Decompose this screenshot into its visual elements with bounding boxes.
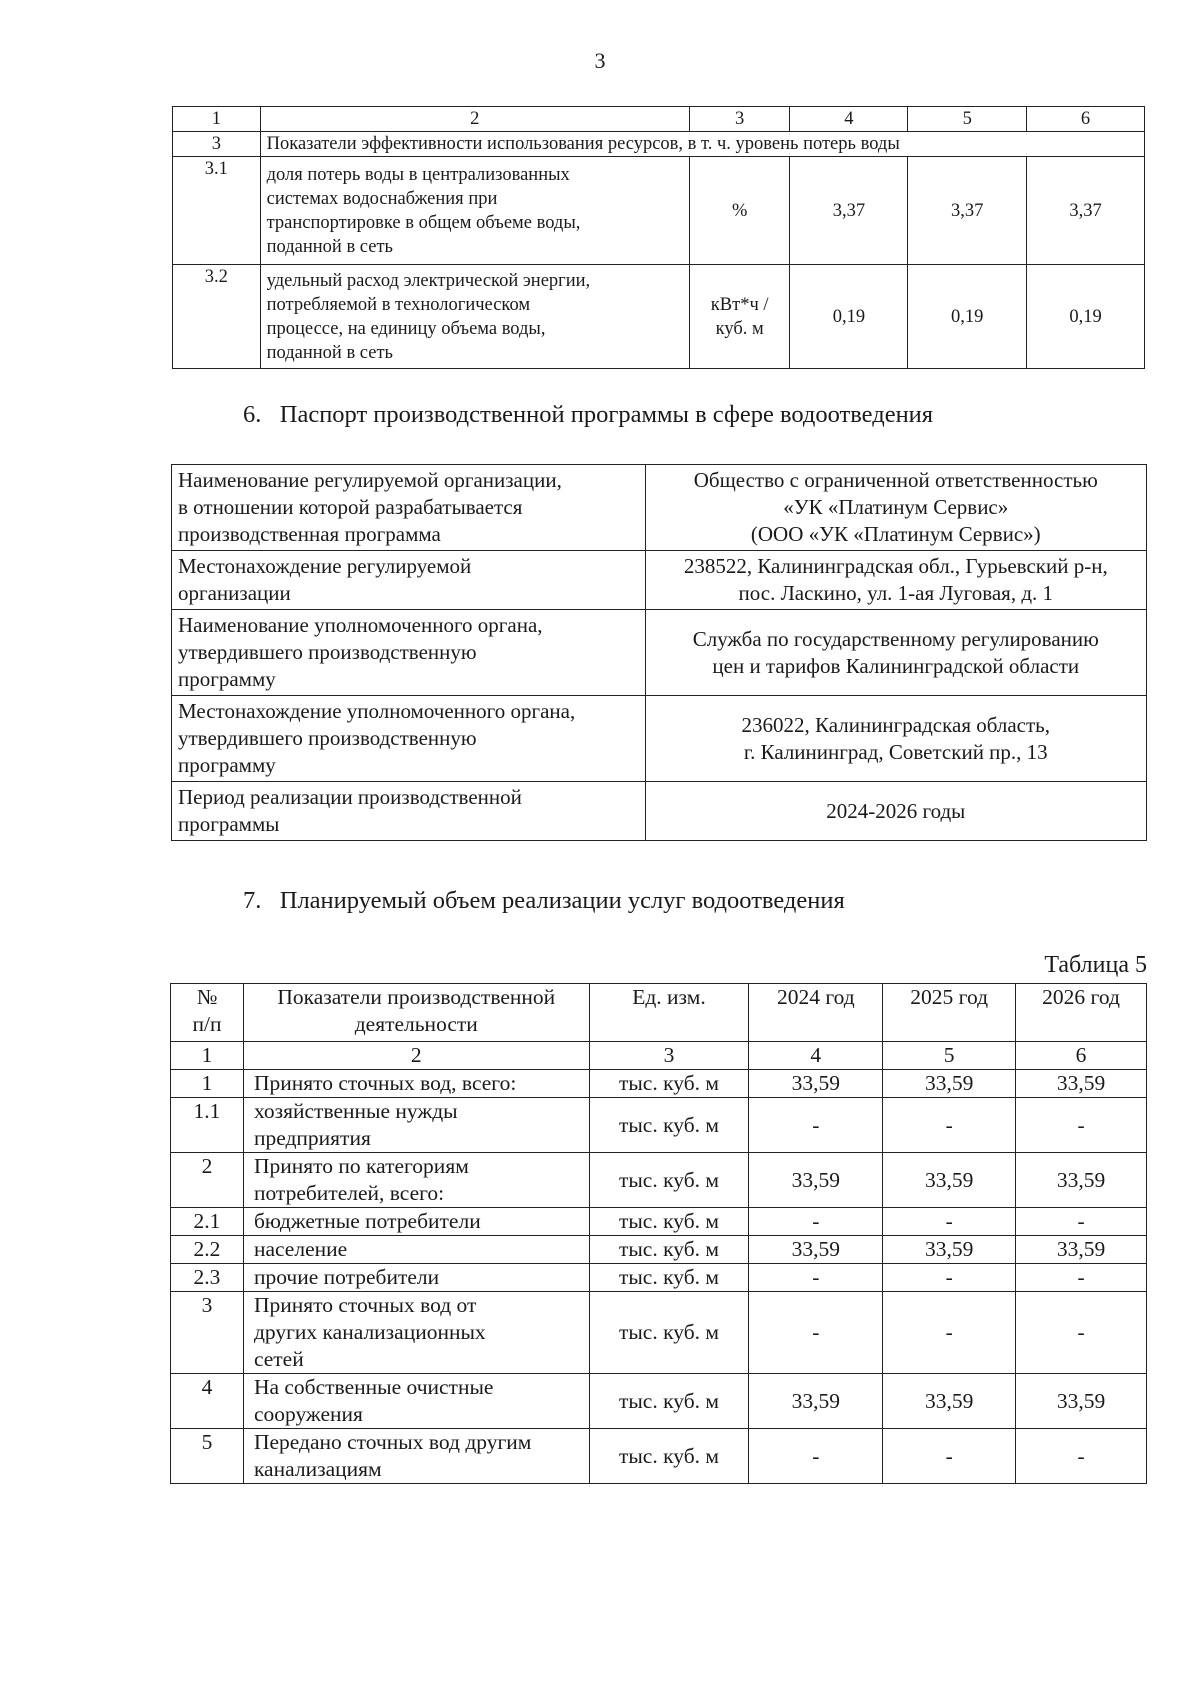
row-number: 2.1 — [171, 1208, 244, 1236]
row-number: 3.1 — [173, 157, 261, 265]
text-line: г. Калининград, Советский пр., 13 — [743, 739, 1048, 764]
unit-cell: тыс. куб. м — [589, 1292, 749, 1374]
text-line: Период реализации производственной — [178, 785, 522, 809]
value-cell: 33,59 — [883, 1070, 1016, 1098]
section-title: Показатели эффективности использования ресурсов, в т. ч. уровень потерь воды — [260, 132, 1144, 157]
row-number: 1 — [171, 1070, 244, 1098]
indicator-name — [243, 1208, 589, 1236]
value-cell: - — [883, 1292, 1016, 1374]
value-cell: 0,19 — [1027, 265, 1145, 369]
passport-value — [645, 551, 1146, 610]
text-line: прочие потребители — [253, 1265, 440, 1289]
table-body — [171, 1070, 1147, 1484]
unit-cell: тыс. куб. м — [589, 1208, 749, 1236]
text-line: (ООО «УК «Платинум Сервис») — [750, 522, 1041, 546]
value-cell: 33,59 — [749, 1374, 883, 1429]
col-number: 3 — [689, 107, 790, 132]
value-cell: 33,59 — [1016, 1374, 1147, 1429]
text-line: системах водоснабжения при — [266, 188, 498, 209]
table-row — [171, 1153, 1147, 1208]
indicator-name — [243, 1153, 589, 1208]
text-line: сетей — [253, 1347, 304, 1371]
indicators-table — [172, 106, 1145, 369]
indicator-name — [243, 1264, 589, 1292]
text-line: хозяйственные нужды — [253, 1099, 458, 1123]
row-number: 4 — [171, 1374, 244, 1429]
col-number: 1 — [171, 1042, 244, 1070]
value-cell: 33,59 — [1016, 1236, 1147, 1264]
value-cell: - — [749, 1429, 883, 1484]
text-line: потребителей, всего: — [253, 1181, 445, 1205]
row-number: 3 — [173, 132, 261, 157]
table-caption: Таблица 5 — [1044, 952, 1147, 978]
text-line: 236022, Калининградская область, — [741, 712, 1051, 737]
col-number-row — [171, 1042, 1147, 1070]
indicator-name — [243, 1070, 589, 1098]
col-number: 2 — [243, 1042, 589, 1070]
text-line: удельный расход электрической энергии, — [266, 270, 591, 291]
value-cell: - — [1016, 1429, 1147, 1484]
text-line: в отношении которой разрабатывается — [178, 495, 523, 519]
unit-cell: тыс. куб. м — [589, 1098, 749, 1153]
unit-cell: тыс. куб. м — [589, 1070, 749, 1098]
text-line: Наименование регулируемой организации, — [178, 468, 562, 492]
col-number: 3 — [589, 1042, 749, 1070]
header-year: 2025 год — [883, 984, 1016, 1042]
text-line: потребляемой в технологическом — [266, 294, 531, 315]
value-cell: - — [749, 1264, 883, 1292]
text-line: № — [196, 985, 218, 1009]
section-number: 7. — [243, 887, 262, 914]
row-number: 2 — [171, 1153, 244, 1208]
unit-cell — [689, 157, 790, 265]
passport-row — [172, 551, 1147, 610]
text-line: Принято по категориям — [253, 1154, 469, 1178]
text-line: утвердившего производственную — [178, 726, 477, 750]
col-number: 6 — [1027, 107, 1145, 132]
header-year: 2026 год — [1016, 984, 1147, 1042]
row-number: 3 — [171, 1292, 244, 1374]
section-6-heading — [243, 401, 933, 429]
text-line: бюджетные потребители — [253, 1209, 481, 1233]
passport-value — [645, 782, 1146, 841]
table-row — [171, 1070, 1147, 1098]
services-volume-table — [170, 983, 1147, 1484]
value-cell: - — [749, 1098, 883, 1153]
text-line: Принято сточных вод, всего: — [253, 1071, 517, 1095]
text-line: Передано сточных вод другим — [253, 1430, 532, 1454]
table-row — [173, 157, 1145, 265]
text-line: программу — [178, 753, 276, 777]
col-number: 5 — [908, 107, 1027, 132]
text-line: 2024-2026 годы — [826, 798, 966, 823]
text-line: 238522, Калининградская обл., Гурьевский р-н, — [683, 554, 1108, 578]
unit-cell: тыс. куб. м — [589, 1236, 749, 1264]
unit-cell — [689, 265, 790, 369]
unit-cell: тыс. куб. м — [589, 1153, 749, 1208]
table-row — [171, 1374, 1147, 1429]
text-line: Местонахождение регулируемой — [178, 554, 472, 578]
text-line: На собственные очистные — [253, 1375, 494, 1399]
value-cell: 33,59 — [749, 1153, 883, 1208]
passport-label — [172, 465, 646, 551]
indicator-name — [243, 1374, 589, 1429]
text-line: пос. Ласкино, ул. 1-ая Луговая, д. 1 — [738, 581, 1054, 605]
value-cell: 0,19 — [790, 265, 908, 369]
text-line: сооружения — [253, 1402, 363, 1426]
text-line: п/п — [192, 1012, 222, 1036]
table-row — [171, 1236, 1147, 1264]
passport-row — [172, 610, 1147, 696]
text-line: других канализационных — [253, 1320, 486, 1344]
header-indicator — [243, 984, 589, 1042]
value-cell: 33,59 — [1016, 1070, 1147, 1098]
unit-cell: тыс. куб. м — [589, 1264, 749, 1292]
passport-label — [172, 551, 646, 610]
header-year: 2024 год — [749, 984, 883, 1042]
passport-value — [645, 610, 1146, 696]
indicator-name — [243, 1098, 589, 1153]
passport-row — [172, 465, 1147, 551]
indicator-name — [243, 1429, 589, 1484]
text-line: производственная программа — [178, 522, 441, 546]
value-cell: 3,37 — [790, 157, 908, 265]
section-title: Паспорт производственной программы в сфере водоотведения — [279, 401, 934, 428]
text-line: доля потерь воды в централизованных — [266, 164, 570, 185]
value-cell: - — [749, 1208, 883, 1236]
unit-cell: тыс. куб. м — [589, 1374, 749, 1429]
page-number: 3 — [594, 48, 606, 73]
value-cell: 33,59 — [749, 1236, 883, 1264]
row-number: 2.3 — [171, 1264, 244, 1292]
passport-value — [645, 696, 1146, 782]
col-number: 4 — [749, 1042, 883, 1070]
col-number: 5 — [883, 1042, 1016, 1070]
value-cell: - — [883, 1098, 1016, 1153]
text-line: утвердившего производственную — [178, 640, 477, 664]
value-cell: 3,37 — [1027, 157, 1145, 265]
header-unit: Ед. изм. — [589, 984, 749, 1042]
value-cell: - — [1016, 1208, 1147, 1236]
text-line: Местонахождение уполномоченного органа, — [178, 699, 576, 723]
indicator-name — [260, 157, 689, 265]
value-cell: - — [883, 1429, 1016, 1484]
col-number: 1 — [173, 107, 261, 132]
table-row — [173, 265, 1145, 369]
value-cell: 33,59 — [883, 1374, 1016, 1429]
value-cell: 33,59 — [883, 1153, 1016, 1208]
text-line: «УК «Платинум Сервис» — [783, 495, 1009, 519]
text-line: поданной в сеть — [266, 342, 393, 363]
value-cell: 3,37 — [908, 157, 1027, 265]
value-cell: - — [883, 1264, 1016, 1292]
table-row — [171, 1098, 1147, 1153]
passport-table — [171, 464, 1147, 841]
unit-line: куб. м — [715, 318, 764, 339]
section-7-heading — [243, 887, 845, 915]
section-number: 6. — [243, 401, 262, 428]
passport-row — [172, 782, 1147, 841]
text-line: предприятия — [253, 1126, 371, 1150]
unit-line: % — [731, 200, 748, 221]
col-number: 4 — [790, 107, 908, 132]
passport-value — [645, 465, 1146, 551]
section-row — [173, 132, 1145, 157]
row-number: 5 — [171, 1429, 244, 1484]
value-cell: 0,19 — [908, 265, 1027, 369]
text-line: программу — [178, 667, 276, 691]
unit-line: кВт*ч / — [710, 294, 769, 315]
indicator-name — [243, 1236, 589, 1264]
row-number: 2.2 — [171, 1236, 244, 1264]
table-row — [171, 1429, 1147, 1484]
header-num — [171, 984, 244, 1042]
text-line: цен и тарифов Калининградской области — [712, 653, 1080, 678]
text-line: Принято сточных вод от — [253, 1293, 477, 1317]
text-line: Наименование уполномоченного органа, — [178, 613, 543, 637]
text-line: Общество с ограниченной ответственностью — [693, 468, 1098, 492]
row-number: 1.1 — [171, 1098, 244, 1153]
table-header-row — [171, 984, 1147, 1042]
passport-label — [172, 696, 646, 782]
text-line: деятельности — [354, 1012, 478, 1036]
value-cell: - — [1016, 1098, 1147, 1153]
value-cell: 33,59 — [1016, 1153, 1147, 1208]
passport-label — [172, 610, 646, 696]
value-cell: - — [1016, 1264, 1147, 1292]
table-row — [171, 1264, 1147, 1292]
table-row — [171, 1292, 1147, 1374]
value-cell: - — [749, 1292, 883, 1374]
value-cell: 33,59 — [749, 1070, 883, 1098]
passport-row — [172, 696, 1147, 782]
text-line: программы — [178, 812, 280, 836]
text-line: процессе, на единицу объема воды, — [266, 318, 546, 339]
section-title: Планируемый объем реализации услуг водоотведения — [279, 887, 845, 914]
text-line: поданной в сеть — [266, 236, 393, 257]
value-cell: 33,59 — [883, 1236, 1016, 1264]
value-cell: - — [1016, 1292, 1147, 1374]
text-line: организации — [178, 581, 291, 605]
text-line: канализациям — [253, 1457, 382, 1481]
table-header-row — [173, 107, 1145, 132]
text-line: транспортировке в общем объеме воды, — [266, 212, 581, 233]
indicator-name — [260, 265, 689, 369]
indicator-name — [243, 1292, 589, 1374]
passport-label — [172, 782, 646, 841]
col-number: 6 — [1016, 1042, 1147, 1070]
text-line: Показатели производственной — [277, 985, 556, 1009]
row-number: 3.2 — [173, 265, 261, 369]
text-line: население — [253, 1237, 348, 1261]
unit-cell: тыс. куб. м — [589, 1429, 749, 1484]
value-cell: - — [883, 1208, 1016, 1236]
col-number: 2 — [260, 107, 689, 132]
text-line: Служба по государственному регулированию — [692, 626, 1099, 651]
table-row — [171, 1208, 1147, 1236]
